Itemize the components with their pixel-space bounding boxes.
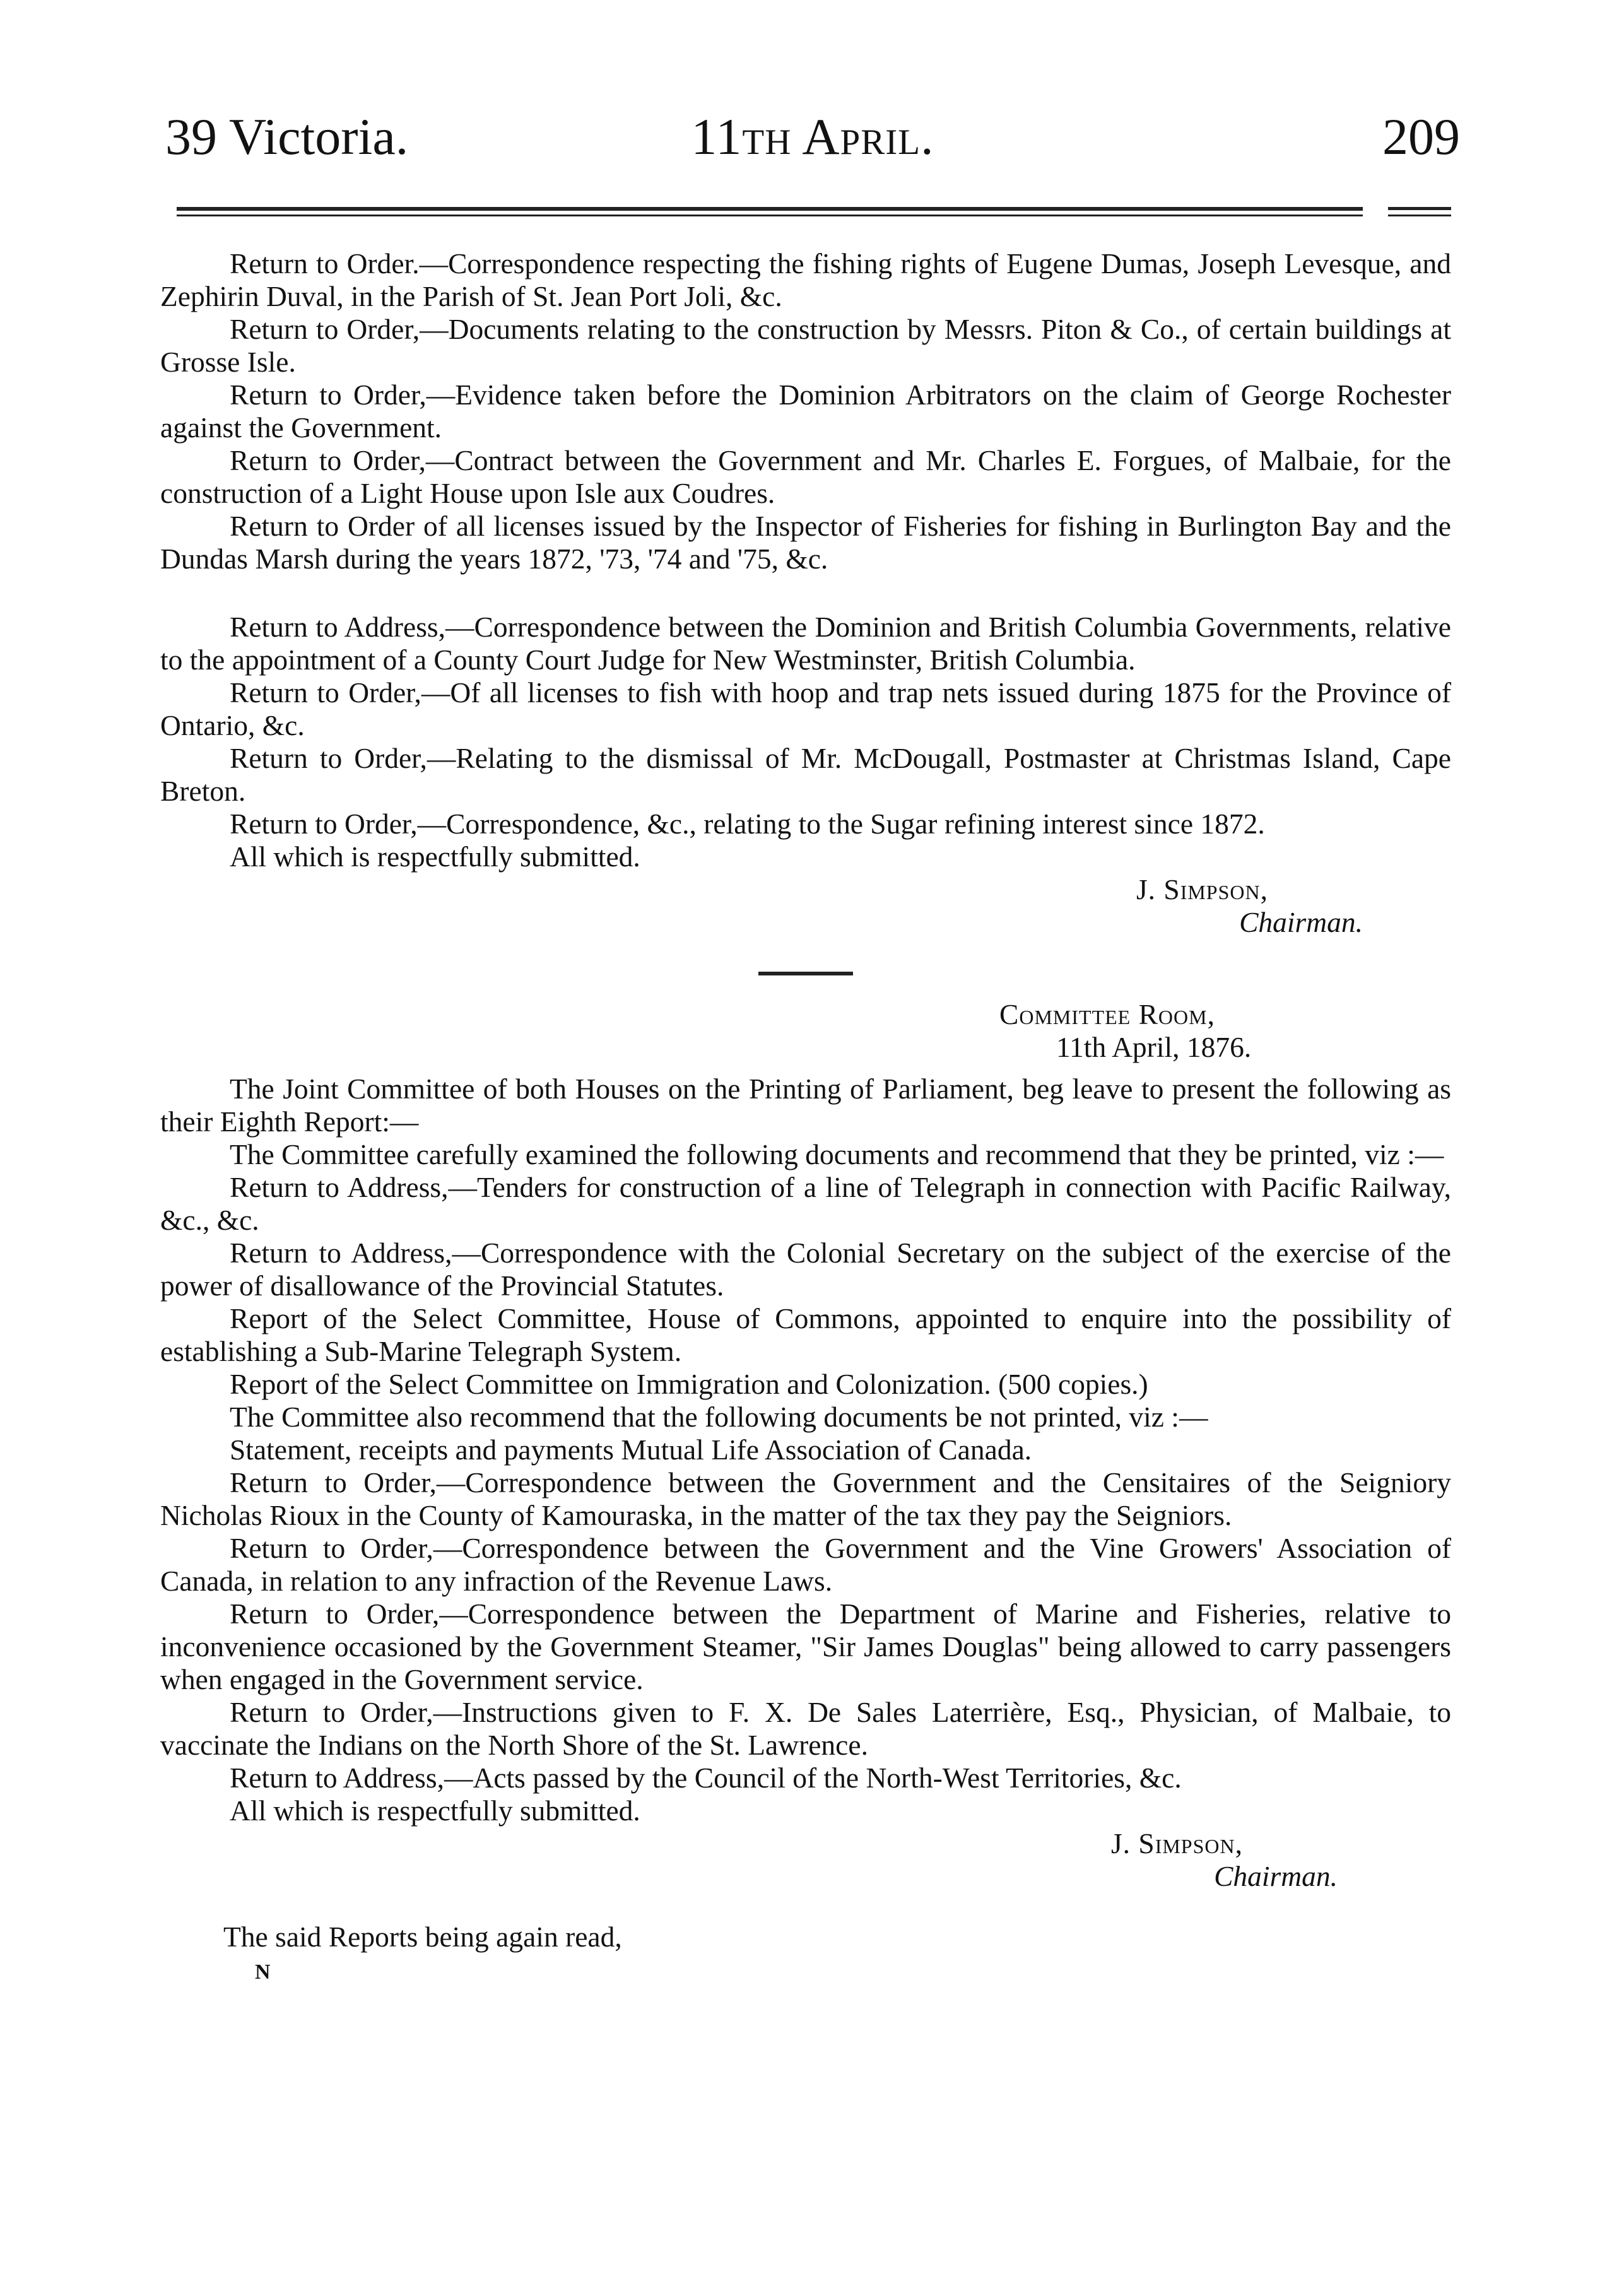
paragraph: Return to Order,—Evidence taken before the Dominion Arbitrators on the claim of George Rochester against the Government.	[160, 379, 1451, 444]
paragraph: Return to Address,—Correspondence between the Dominion and British Columbia Governments, relative to the appointment of a County Court Judge for New Westminster, British Columbia.	[160, 611, 1451, 676]
paragraph: Report of the Select Committee on Immigration and Colonization. (500 copies.)	[230, 1368, 1148, 1400]
submitted-line: All which is respectfully submitted.	[230, 840, 640, 873]
closing-line: The said Reports being again read,	[223, 1921, 622, 1953]
paragraph: Return to Order,—Relating to the dismissal of Mr. McDougall, Postmaster at Christmas Island, Cape Breton.	[160, 742, 1451, 807]
section-divider	[758, 972, 853, 975]
paragraph: Return to Order,—Correspondence between the Department of Marine and Fisheries, relative to inconvenience occasioned by the Government Steamer, "Sir James Douglas" being allowed to carry passengers when engaged in the Government service.	[160, 1598, 1451, 1695]
paragraph: Return to Address,—Correspondence with the Colonial Secretary on the subject of the exercise of the power of disallowance of the Provincial Statutes.	[160, 1237, 1451, 1302]
signature-mark: N	[255, 1960, 271, 1984]
paragraph: Return to Order,—Correspondence between the Government and the Vine Growers' Association of Canada, in relation to any infraction of the Revenue Laws.	[160, 1532, 1451, 1597]
paragraph: Statement, receipts and payments Mutual Life Association of Canada.	[230, 1434, 1032, 1466]
paragraph: Return to Order,—Instructions given to F. X. De Sales Laterrière, Esq., Physician, of Malbaie, to vaccinate the Indians on the North Shore of the St. Lawrence.	[160, 1696, 1451, 1761]
document-body	[160, 247, 1451, 1989]
paragraph: The Committee also recommend that the following documents be not printed, viz :—	[230, 1401, 1208, 1433]
paragraph: The Joint Committee of both Houses on the Printing of Parliament, beg leave to present the following as their Eighth Report:—	[160, 1073, 1451, 1138]
paragraph: Return to Address,—Acts passed by the Council of the North-West Territories, &c.	[230, 1762, 1182, 1794]
paragraph: Return to Order,—Documents relating to the construction by Messrs. Piton & Co., of certain buildings at Grosse Isle.	[160, 313, 1451, 378]
paragraph: Return to Order,—Correspondence, &c., relating to the Sugar refining interest since 1872.	[230, 808, 1265, 840]
header-session: 39 Victoria.	[165, 108, 409, 165]
paragraph: Return to Order of all licenses issued by the Inspector of Fisheries for fishing in Burlington Bay and the Dundas Marsh during the years 1872, '73, '74 and '75, &c.	[160, 510, 1451, 575]
paragraph: The Committee carefully examined the following documents and recommend that they be printed, viz :—	[230, 1138, 1444, 1170]
paragraph: Return to Address,—Tenders for construction of a line of Telegraph in connection with Pacific Railway, &c., &c.	[160, 1171, 1451, 1236]
dateline-place: Committee Room,	[999, 998, 1215, 1030]
signature-title: Chairman.	[1239, 906, 1363, 938]
signature-name: J. Simpson,	[1136, 873, 1268, 905]
paragraph: Return to Order,—Correspondence between the Government and the Censitaires of the Seigniory Nicholas Rioux in the County of Kamouraska, in the matter of the tax they pay the Seigniors.	[160, 1466, 1451, 1531]
submitted-line: All which is respectfully submitted.	[230, 1794, 640, 1827]
header-date: 11th April.	[691, 108, 934, 165]
paragraph: Report of the Select Committee, House of Commons, appointed to enquire into the possibility of establishing a Sub-Marine Telegraph System.	[160, 1302, 1451, 1367]
signature-title: Chairman.	[1214, 1860, 1338, 1892]
paragraph: Return to Order,—Of all licenses to fish with hoop and trap nets issued during 1875 for the Province of Ontario, &c.	[160, 676, 1451, 741]
running-header	[165, 107, 1460, 183]
signature-name: J. Simpson,	[1110, 1827, 1243, 1859]
paragraph: Return to Order.—Correspondence respecting the fishing rights of Eugene Dumas, Joseph Levesque, and Zephirin Duval, in the Parish of St. Jean Port Joli, &c.	[160, 247, 1451, 312]
paragraph: Return to Order,—Contract between the Government and Mr. Charles E. Forgues, of Malbaie, for the construction of a Light House upon Isle aux Coudres.	[160, 444, 1451, 509]
page-number: 209	[1382, 108, 1460, 165]
header-rule	[177, 207, 1451, 221]
dateline-date: 11th April, 1876.	[1056, 1031, 1252, 1063]
